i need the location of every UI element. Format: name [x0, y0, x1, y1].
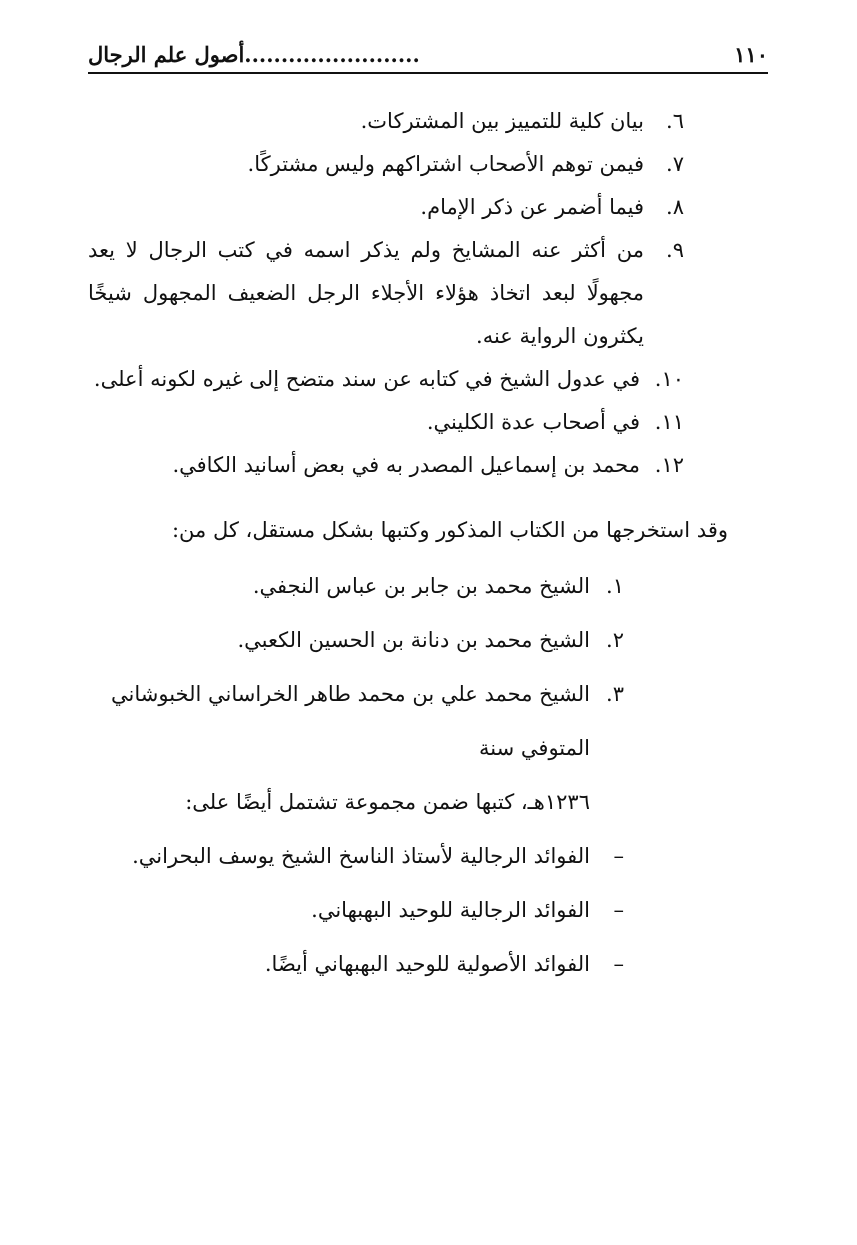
- list-item: [88, 143, 768, 186]
- chapter-list-part-2: [88, 358, 768, 487]
- list-item: [88, 559, 768, 613]
- list-item: [88, 444, 768, 487]
- running-title: ........................أصول علم الرجال: [88, 42, 420, 67]
- page-body: [88, 100, 768, 991]
- item-number: ٦.: [666, 109, 684, 133]
- list-item: [88, 829, 768, 883]
- item-number: ١.: [606, 574, 624, 598]
- list-item: [88, 937, 768, 991]
- dash-bullet: –: [613, 898, 624, 922]
- item-number: ٢.: [606, 628, 624, 652]
- item-number: ٧.: [666, 152, 684, 176]
- item-text: الشيخ محمد بن دنانة بن الحسين الكعبي.: [237, 628, 590, 652]
- contents-dash-list: [88, 829, 768, 991]
- item-number: ٨.: [666, 195, 684, 219]
- item-number: ٣.: [606, 682, 624, 706]
- item-text: الفوائد الرجالية للوحيد البهبهاني.: [311, 898, 590, 922]
- item-text: محمد بن إسماعيل المصدر به في بعض أسانيد الكافي.: [172, 453, 640, 477]
- list-item: [88, 883, 768, 937]
- list-item-continuation: ١٢٣٦هـ، كتبها ضمن مجموعة تشتمل أيضًا على:: [185, 790, 590, 814]
- item-text: الشيخ محمد علي بن محمد طاهر الخراساني الخبوشاني المتوفي سنة: [111, 682, 590, 760]
- item-number: ١١.: [654, 410, 684, 434]
- list-item: [88, 358, 768, 401]
- item-text: الفوائد الأصولية للوحيد البهبهاني أيضًا.: [264, 952, 590, 976]
- copyists-list: [88, 559, 768, 829]
- list-item: [88, 100, 768, 143]
- item-text: من أكثر عنه المشايخ ولم يذكر اسمه في كتب الرجال لا يعد مجهولًا لبعد اتخاذ هؤلاء الأجلاء الرجل الضعيف المجهول شيخًا يكثرون الرواية عنه.: [88, 238, 644, 348]
- running-header: [88, 36, 768, 74]
- item-number: ٩.: [666, 238, 684, 262]
- list-item: [88, 667, 768, 775]
- chapter-list-part-1: [88, 100, 768, 358]
- item-text: الشيخ محمد بن جابر بن عباس النجفي.: [252, 574, 590, 598]
- list-item: [88, 229, 768, 358]
- item-text: فيما أضمر عن ذكر الإمام.: [420, 195, 644, 219]
- item-number: ١٢.: [654, 453, 684, 477]
- page-number: ١١٠: [734, 42, 768, 67]
- list-item: [88, 613, 768, 667]
- item-text: في عدول الشيخ في كتابه عن سند متضح إلى غيره لكونه أعلى.: [93, 367, 640, 391]
- item-text: بيان كلية للتمييز بين المشتركات.: [360, 109, 644, 133]
- item-text: فيمن توهم الأصحاب اشتراكهم وليس مشتركًا.: [247, 152, 644, 176]
- intro-paragraph: وقد استخرجها من الكتاب المذكور وكتبها بشكل مستقل، كل من:: [171, 518, 728, 542]
- dash-bullet: –: [613, 844, 624, 868]
- item-text: الفوائد الرجالية لأستاذ الناسخ الشيخ يوسف البحراني.: [132, 844, 590, 868]
- item-text: في أصحاب عدة الكليني.: [426, 410, 640, 434]
- item-number: ١٠.: [654, 367, 684, 391]
- list-item: [88, 186, 768, 229]
- dash-bullet: –: [613, 952, 624, 976]
- list-item: [88, 401, 768, 444]
